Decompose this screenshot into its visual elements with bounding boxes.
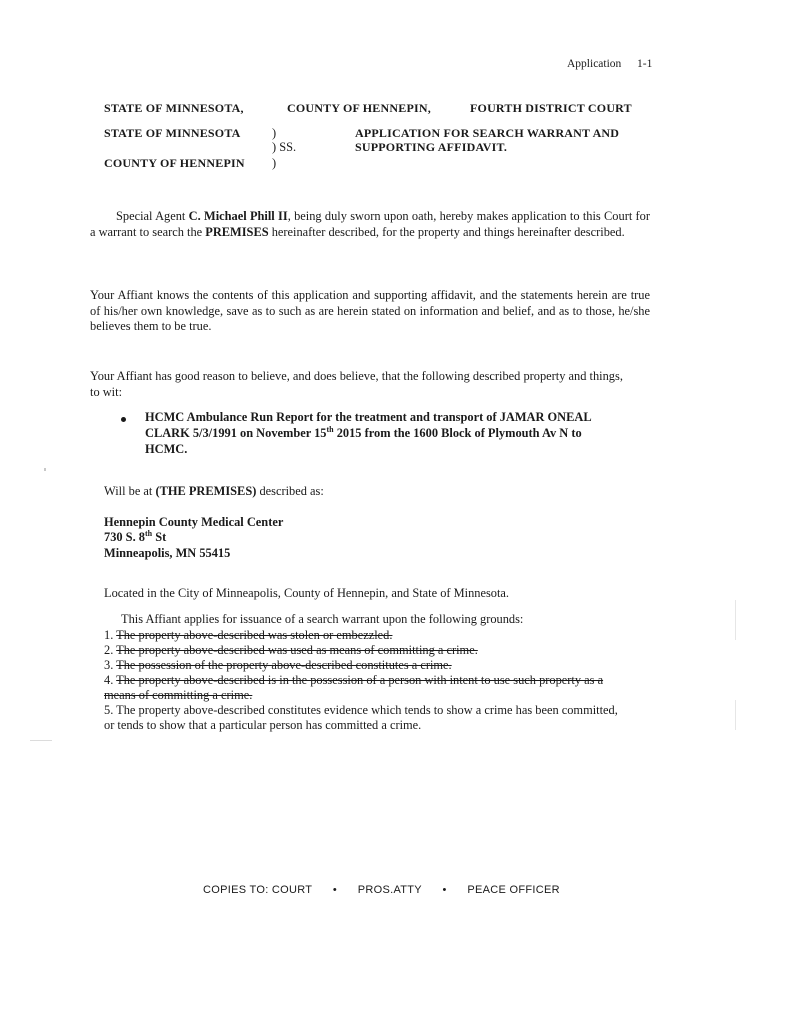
caption-ss: ) SS. bbox=[272, 140, 297, 154]
intro-suffix: hereinafter described, for the property and things hereinafter described. bbox=[268, 224, 625, 239]
bullet-icon bbox=[121, 417, 126, 422]
ground-text-5: The property above-described constitutes evidence which tends to show a crime has been committed, bbox=[116, 703, 618, 717]
intro-mid: , being duly sworn upon oath, hereby makes application to this Court for a warrant to search the bbox=[90, 209, 650, 239]
ground-item-5-cont bbox=[104, 718, 421, 734]
copies-officer: PEACE OFFICER bbox=[467, 884, 560, 896]
scan-speck bbox=[44, 468, 46, 471]
belief-paragraph: Your Affiant has good reason to believe, and does believe, that the following described property and things, to wit: bbox=[90, 369, 623, 399]
page-label bbox=[567, 58, 652, 70]
scan-speck bbox=[30, 740, 52, 741]
caption-state: STATE OF MINNESOTA bbox=[104, 126, 241, 140]
ground-text-1: The property above-described was stolen or embezzled. bbox=[116, 628, 393, 642]
caption-title-line-1: APPLICATION FOR SEARCH WARRANT AND bbox=[355, 126, 620, 140]
scan-speck bbox=[735, 700, 736, 730]
property-line-2 bbox=[145, 426, 582, 442]
property-line-1: HCMC Ambulance Run Report for the treatment and transport of JAMAR ONEAL bbox=[145, 410, 592, 424]
ground-item-4 bbox=[104, 673, 603, 689]
caption-paren-1: ) bbox=[272, 126, 277, 140]
ground-text-2: The property above-described was used as means of committing a crime. bbox=[116, 643, 478, 657]
ground-text-3: The possession of the property above-described constitutes a crime. bbox=[116, 658, 452, 672]
copies-footer bbox=[203, 884, 560, 896]
copies-label: COPIES TO: COURT bbox=[203, 884, 313, 896]
agent-name: C. Michael Phill II bbox=[188, 209, 288, 223]
knowledge-paragraph: Your Affiant knows the contents of this application and supporting affidavit, and the statements herein are true of his/her own knowledge, save as to such as are herein stated on information and belief, and as to those, he/she believes them to be true. bbox=[90, 288, 650, 333]
address-street-post: St bbox=[152, 530, 167, 544]
scan-speck bbox=[735, 600, 736, 640]
ground-item-5 bbox=[104, 703, 618, 719]
grounds-intro: This Affiant applies for issuance of a search warrant upon the following grounds: bbox=[121, 612, 524, 626]
address-name: Hennepin County Medical Center bbox=[104, 515, 284, 529]
address-street-sup: th bbox=[144, 528, 153, 538]
premises-intro-bold: (THE PREMISES) bbox=[155, 484, 257, 498]
property-line-2-pre: CLARK 5/3/1991 on November 15 bbox=[145, 426, 327, 440]
premises-intro-prefix: Will be at bbox=[104, 484, 156, 498]
caption-title-line-2: SUPPORTING AFFIDAVIT. bbox=[355, 140, 508, 154]
ground-item-4-cont bbox=[104, 688, 252, 704]
intro-prefix: Special Agent bbox=[116, 209, 189, 223]
address-street bbox=[104, 530, 166, 546]
ground-num-5: 5. bbox=[104, 703, 114, 717]
location-line: Located in the City of Minneapolis, County of Hennepin, and State of Minnesota. bbox=[104, 586, 510, 600]
address-city: Minneapolis, MN 55415 bbox=[104, 546, 231, 560]
address-street-pre: 730 S. 8 bbox=[104, 530, 145, 544]
caption-paren-3: ) bbox=[272, 156, 277, 170]
property-line-2-sup: th bbox=[326, 424, 334, 434]
ground-item-3 bbox=[104, 658, 452, 674]
ground-item-2 bbox=[104, 643, 478, 659]
copies-sep-1: • bbox=[332, 884, 337, 896]
premises-intro bbox=[104, 484, 324, 500]
ground-text-4-cont: means of committing a crime. bbox=[104, 688, 253, 702]
premises-intro-suffix: described as: bbox=[256, 484, 324, 498]
header-state: STATE OF MINNESOTA, bbox=[104, 101, 244, 115]
header-county: COUNTY OF HENNEPIN, bbox=[287, 101, 431, 115]
ground-text-4: The property above-described is in the possession of a person with intent to use such property as a bbox=[116, 673, 604, 687]
ground-text-5-cont: or tends to show that a particular person has committed a crime. bbox=[104, 718, 422, 732]
caption-county: COUNTY OF HENNEPIN bbox=[104, 156, 245, 170]
page-number: 1-1 bbox=[637, 58, 653, 70]
ground-num-4: 4. bbox=[104, 673, 114, 687]
property-line-3: HCMC. bbox=[145, 442, 188, 456]
header-court: FOURTH DISTRICT COURT bbox=[470, 101, 632, 115]
ground-num-2: 2. bbox=[104, 643, 114, 657]
ground-num-1: 1. bbox=[104, 628, 114, 642]
copies-sep-2: • bbox=[442, 884, 447, 896]
property-line-2-post: 2015 from the 1600 Block of Plymouth Av N to bbox=[333, 426, 582, 440]
ground-num-3: 3. bbox=[104, 658, 114, 672]
copies-pros: PROS.ATTY bbox=[357, 884, 422, 896]
intro-paragraph bbox=[90, 209, 650, 240]
page-label-text: Application bbox=[567, 58, 622, 70]
ground-item-1 bbox=[104, 628, 392, 644]
premises-word: PREMISES bbox=[205, 224, 269, 239]
